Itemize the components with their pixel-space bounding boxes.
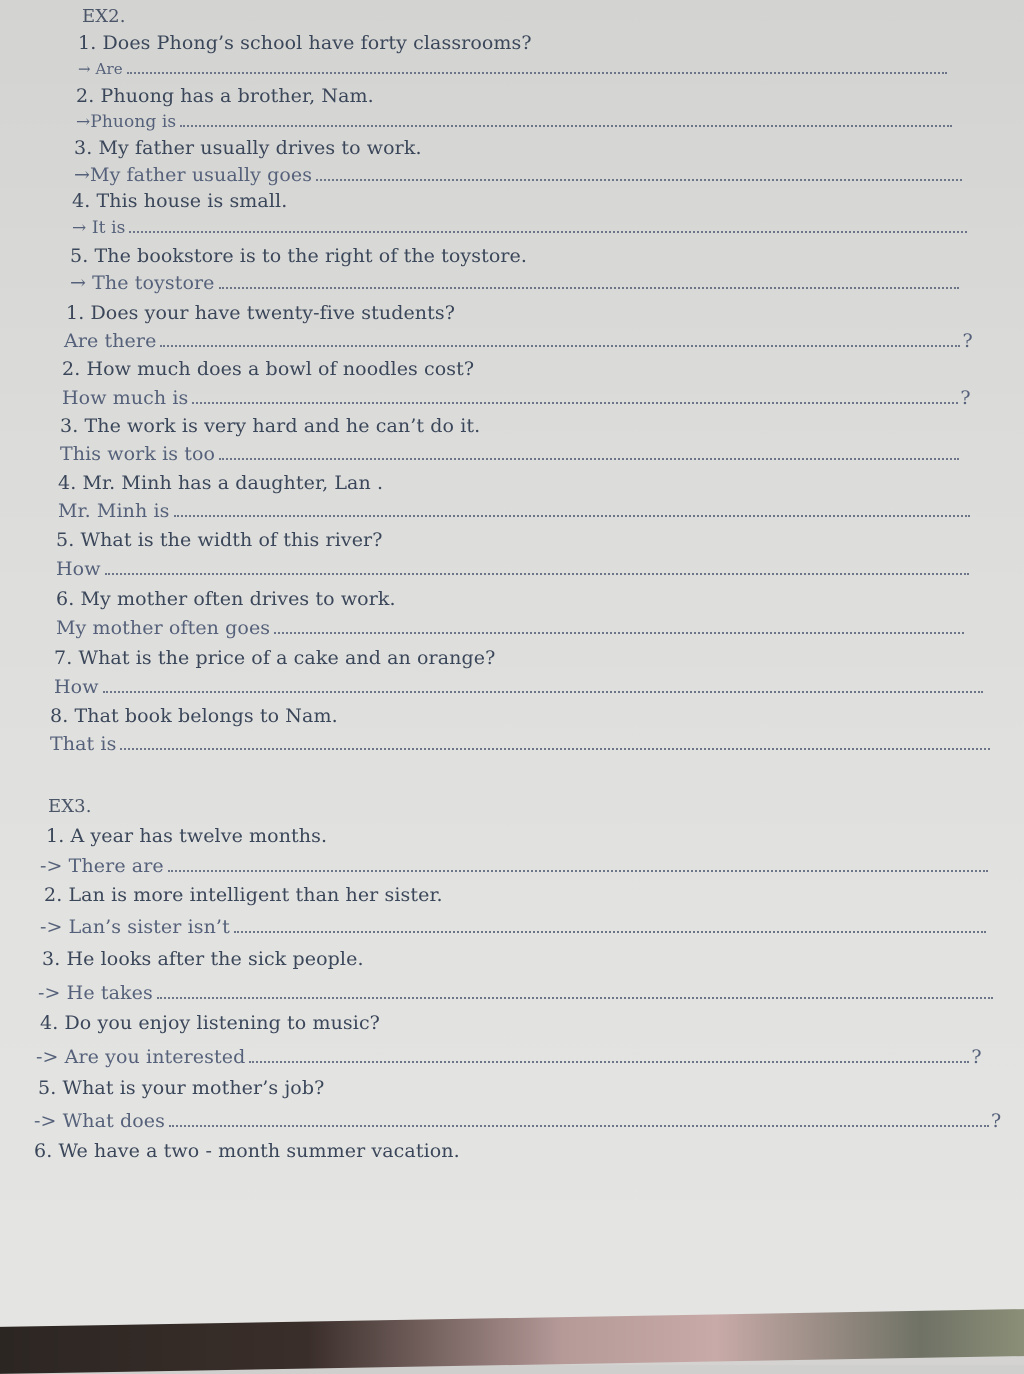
question-text: 3. He looks after the sick people. [42, 948, 364, 970]
answer-blank[interactable] [180, 121, 952, 127]
answer-prompt: -> Lan’s sister isn’t [40, 916, 230, 938]
answer-blank[interactable] [192, 398, 958, 404]
question-text: 2. How much does a bowl of noodles cost? [62, 358, 475, 380]
ex2b-a8 [50, 733, 990, 755]
answer-blank[interactable] [168, 866, 988, 872]
ex2-a4 [72, 218, 967, 238]
answer-prompt: How [56, 558, 101, 580]
ex2b-q2 [62, 358, 474, 380]
question-text: 4. This house is small. [72, 190, 288, 212]
ex2-a5 [70, 272, 959, 294]
ex3-a5 [34, 1110, 1001, 1132]
question-mark: ? [971, 1046, 982, 1068]
ex3-heading [48, 796, 92, 817]
question-text: 5. What is the width of this river? [56, 529, 383, 551]
ex2b-q5 [56, 529, 383, 551]
question-text: 5. The bookstore is to the right of the toystore. [70, 245, 528, 267]
answer-prompt: This work is too [60, 443, 216, 465]
ex2-q2 [76, 85, 374, 107]
answer-blank[interactable] [157, 993, 993, 999]
answer-blank[interactable] [249, 1057, 969, 1063]
ex2b-q3 [60, 415, 480, 437]
ex3-a4 [36, 1046, 982, 1068]
ex2b-a3 [60, 443, 959, 465]
ex2-a2 [76, 112, 952, 132]
question-text: 7. What is the price of a cake and an orange? [54, 647, 496, 669]
answer-blank[interactable] [169, 1121, 989, 1127]
question-text: 2. Phuong has a brother, Nam. [76, 85, 374, 107]
answer-blank[interactable] [160, 341, 960, 347]
ex3-q2 [44, 884, 443, 906]
ex2-q5 [70, 245, 527, 267]
answer-prompt: Are there [64, 330, 157, 352]
question-text: 1. A year has twelve months. [46, 825, 328, 847]
question-text: 3. The work is very hard and he can’t do it. [60, 415, 481, 437]
answer-prompt: → The toystore [70, 272, 215, 294]
answer-prompt: -> He takes [38, 982, 153, 1004]
ex2-q4 [72, 190, 287, 212]
ex2b-a6 [56, 617, 964, 639]
ex2-q3 [74, 137, 422, 159]
ex3-heading-text: EX3. [48, 796, 92, 817]
answer-blank[interactable] [274, 628, 964, 634]
ex3-q5 [38, 1077, 324, 1099]
ex3-q4 [40, 1012, 380, 1034]
answer-blank[interactable] [127, 68, 947, 74]
answer-prompt: How [54, 676, 99, 698]
answer-blank[interactable] [103, 687, 983, 693]
ex2b-q4 [58, 472, 383, 494]
question-text: 3. My father usually drives to work. [74, 137, 422, 159]
ex2b-a4 [58, 500, 970, 522]
question-text: 4. Mr. Minh has a daughter, Lan . [58, 472, 384, 494]
answer-blank[interactable] [316, 175, 962, 181]
answer-blank[interactable] [219, 283, 959, 289]
ex2-a1 [78, 60, 947, 78]
ex2-a3 [74, 164, 962, 186]
answer-prompt: -> What does [34, 1110, 165, 1132]
ex2b-q1 [66, 302, 455, 324]
question-text: 8. That book belongs to Nam. [50, 705, 338, 727]
ex3-a1 [40, 855, 988, 877]
question-text: 1. Does your have twenty-five students? [66, 302, 456, 324]
ex2b-q6 [56, 588, 396, 610]
ex2-q1 [78, 32, 532, 54]
answer-prompt: Mr. Minh is [58, 500, 170, 522]
answer-prompt: -> There are [40, 855, 164, 877]
ex2-heading-text: EX2. [82, 6, 126, 27]
question-mark: ? [960, 387, 971, 409]
answer-blank[interactable] [129, 227, 967, 233]
question-text: 6. We have a two - month summer vacation. [34, 1140, 460, 1162]
ex2b-q7 [54, 647, 495, 669]
ex3-q1 [46, 825, 327, 847]
answer-blank[interactable] [174, 511, 970, 517]
ex2b-a1 [64, 330, 973, 352]
answer-blank[interactable] [120, 744, 990, 750]
question-mark: ? [962, 330, 973, 352]
answer-prompt: My mother often goes [56, 617, 271, 639]
ex2b-a2 [62, 387, 971, 409]
question-text: 6. My mother often drives to work. [56, 588, 396, 610]
ex3-a2 [40, 916, 986, 938]
question-mark: ? [990, 1110, 1002, 1132]
ex3-q3 [42, 948, 364, 970]
question-text: 1. Does Phong’s school have forty classrooms? [78, 32, 532, 54]
answer-prompt: →Phuong is [76, 112, 177, 132]
question-text: 5. What is your mother’s job? [38, 1077, 325, 1099]
answer-blank[interactable] [105, 569, 969, 575]
answer-prompt: → Are [78, 60, 123, 78]
answer-prompt: How much is [62, 387, 189, 409]
answer-blank[interactable] [219, 454, 959, 460]
question-text: 2. Lan is more intelligent than her sister. [44, 884, 443, 906]
answer-prompt: That is [50, 733, 117, 755]
ex2b-q8 [50, 705, 338, 727]
ex3-q6 [34, 1140, 460, 1162]
answer-blank[interactable] [234, 927, 986, 933]
ex3-a3 [38, 982, 993, 1004]
ex2-heading [82, 6, 126, 27]
answer-prompt: →My father usually goes [74, 164, 313, 186]
ex2b-a7 [54, 676, 983, 698]
answer-prompt: → It is [72, 218, 126, 238]
question-text: 4. Do you enjoy listening to music? [40, 1012, 380, 1034]
ex2b-a5 [56, 558, 969, 580]
answer-prompt: -> Are you interested [36, 1046, 246, 1068]
